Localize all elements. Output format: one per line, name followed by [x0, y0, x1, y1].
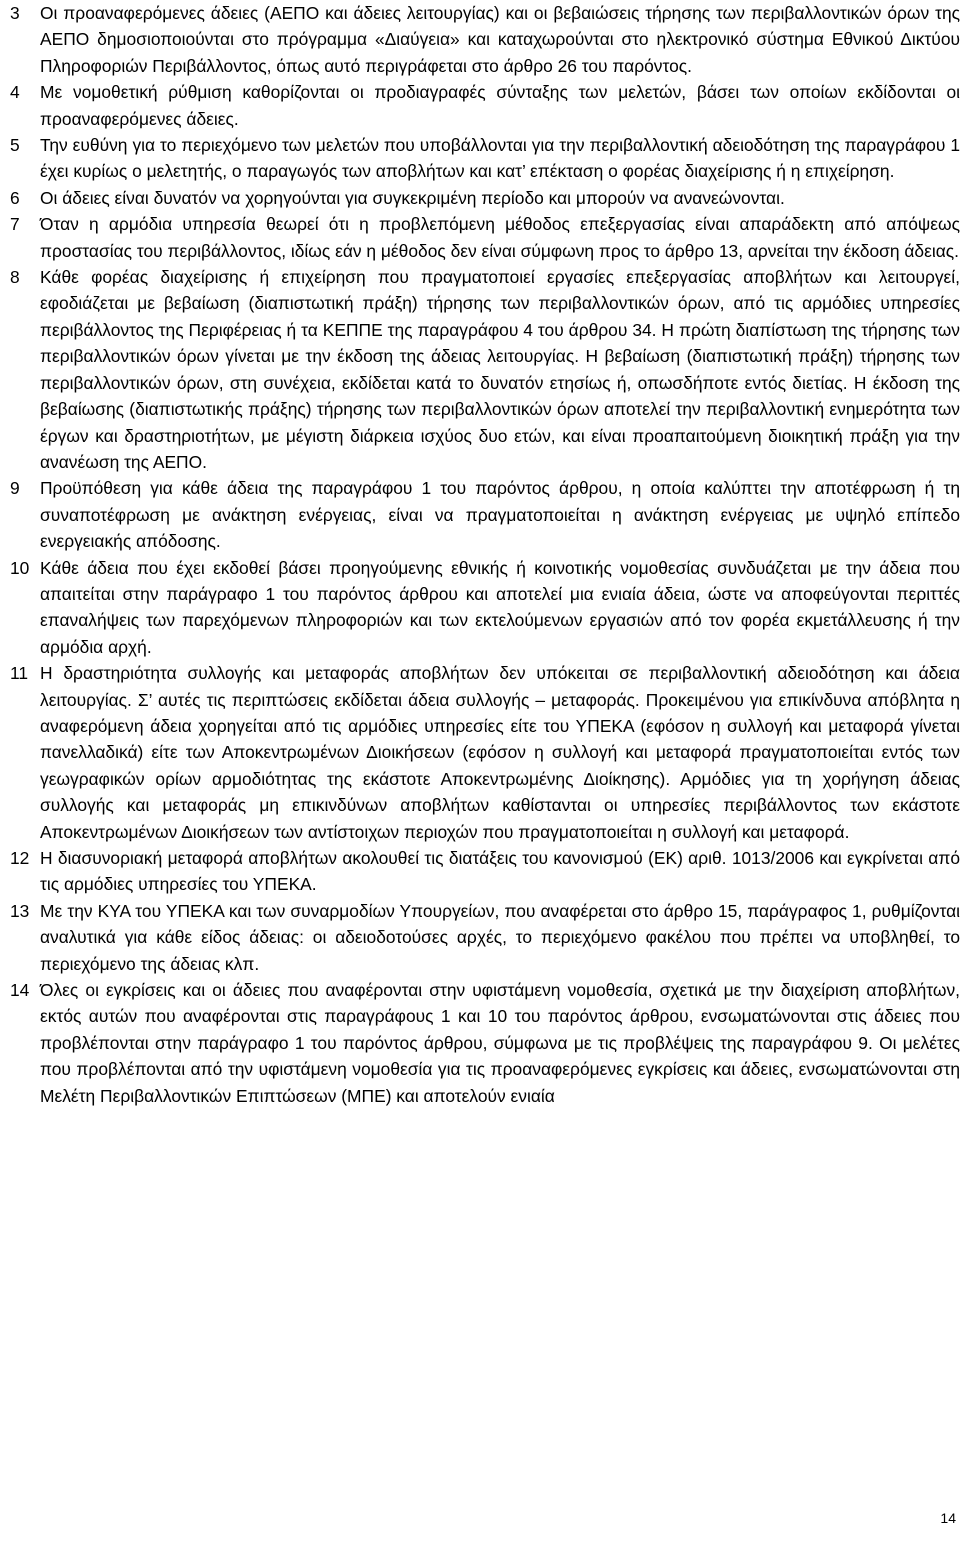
paragraph-text: Με νομοθετική ρύθμιση καθορίζονται οι προδιαγραφές σύνταξης των μελετών, βάσει των οποίων εκδίδονται οι προαναφερόμενες άδειες. — [40, 82, 960, 129]
paragraph-item — [10, 475, 960, 554]
paragraph-number: 5 — [10, 135, 20, 156]
paragraph-item — [10, 898, 960, 977]
paragraph-number: 3 — [10, 3, 20, 23]
paragraph-item — [10, 211, 960, 264]
paragraph-text: Με την ΚΥΑ του ΥΠΕΚΑ και των συναρμοδίων Υπουργείων, που αναφέρεται στο άρθρο 15, παράγραφος 1, ρυθμίζονται αναλυτικά για κάθε είδος άδειας: οι αδειοδοτούσες αρχές, το περιεχόμενο φακέλου που πρέπει να υποβληθεί, το περιεχόμενο της άδειας κλπ. — [40, 900, 960, 974]
paragraph-item — [10, 132, 960, 185]
paragraph-item — [10, 79, 960, 132]
paragraph-number: 7 — [10, 214, 20, 235]
paragraph-text: Οι άδειες είναι δυνατόν να χορηγούνται για συγκεκριμένη περίοδο και μπορούν να ανανεώνονται. — [40, 187, 785, 208]
numbered-paragraph-list — [10, 0, 960, 1109]
paragraph-text: Η δραστηριότητα συλλογής και μεταφοράς αποβλήτων δεν υπόκειται σε περιβαλλοντική αδειοδότηση και άδεια λειτουργίας. Σ’ αυτές τις περιπτώσεις εκδίδεται άδεια συλλογής – μεταφοράς. Προκειμένου για επικίνδυνα απόβλητα η αναφερόμενη άδεια χορηγείται από τις αρμόδιες υπηρεσίες είτε του ΥΠΕΚΑ (εφόσον η συλλογή και μεταφορά γίνεται πανελλαδικά) είτε των Αποκεντρωμένων Διοικήσεων (εφόσον η συλλογή και μεταφορά πραγματοποιείται εντός των γεωγραφικών ορίων αρμοδιότητας της εκάστοτε Αποκεντρωμένης Διοίκησης). Αρμόδιες για τη χορήγηση άδειας συλλογής και μεταφοράς μη επικινδύνων αποβλήτων καθίστανται οι υπηρεσίες περιβάλλοντος των εκάστοτε Αποκεντρωμένων Διοικήσεων των αντίστοιχων περιοχών που πραγματοποιείται η συλλογή και μεταφορά. — [40, 663, 960, 842]
paragraph-text: Η διασυνοριακή μεταφορά αποβλήτων ακολουθεί τις διατάξεις του κανονισμού (ΕΚ) αριθ. 1013/2006 και εγκρίνεται από τις αρμόδιες υπηρεσίες του ΥΠΕΚΑ. — [40, 848, 960, 895]
paragraph-number: 9 — [10, 478, 20, 499]
paragraph-number: 4 — [10, 82, 20, 103]
paragraph-item — [10, 0, 960, 79]
paragraph-item — [10, 185, 960, 211]
page-number: 14 — [940, 1510, 956, 1526]
paragraph-text: Την ευθύνη για το περιεχόμενο των μελετών που υποβάλλονται για την περιβαλλοντική αδειοδότηση της παραγράφου 1 έχει κυρίως ο μελετητής, ο παραγωγός των αποβλήτων και κατ’ επέκταση ο φορέας διαχείρισης ή η επιχείρηση. — [40, 135, 960, 182]
paragraph-text: Οι προαναφερόμενες άδειες (ΑΕΠΟ και άδειες λειτουργίας) και οι βεβαιώσεις τήρησης των περιβαλλοντικών όρων της ΑΕΠΟ δημοσιοποιούνται στο πρόγραμμα «Διαύγεια» και καταχωρούνται στο ηλεκτρονικό σύστημα Εθνικού Δικτύου Πληροφοριών Περιβάλλοντος, όπως αυτό περιγράφεται στο άρθρο 26 του παρόντος. — [40, 3, 960, 76]
paragraph-number: 13 — [10, 900, 30, 921]
paragraph-text: Κάθε άδεια που έχει εκδοθεί βάσει προηγούμενης εθνικής ή κοινοτικής νομοθεσίας συνδυάζεται με την άδεια που απαιτείται στην παράγραφο 1 του παρόντος άρθρου και αποτελεί μια ενιαία άδεια, ώστε να αποφεύγονται περιττές επαναλήψεις των παρεχόμενων πληροφοριών και των εκτελούμενων εργασιών από τον φορέα εκμετάλλευσης ή την αρμόδια αρχή. — [40, 557, 960, 657]
paragraph-number: 10 — [10, 557, 30, 578]
paragraph-number: 8 — [10, 267, 20, 288]
paragraph-text: Κάθε φορέας διαχείρισης ή επιχείρηση που πραγματοποιεί εργασίες επεξεργασίας αποβλήτων και λειτουργεί, εφοδιάζεται με βεβαίωση (διαπιστωτική πράξη) τήρησης των περιβαλλοντικών όρων, από τις αρμόδιες υπηρεσίες περιβάλλοντος της Περιφέρειας ή τα ΚΕΠΠΕ της παραγράφου 4 του άρθρου 34. Η πρώτη διαπίστωση της τήρησης των περιβαλλοντικών όρων γίνεται με την έκδοση της άδειας λειτουργίας. Η βεβαίωση (διαπιστωτική πράξη) τήρησης των περιβαλλοντικών όρων, στη συνέχεια, εκδίδεται κατά το δυνατόν ετησίως ή, οπωσδήποτε εντός διετίας. Η έκδοση της βεβαίωσης (διαπιστωτικής πράξης) τήρησης των περιβαλλοντικών όρων αποτελεί την περιβαλλοντική ενημερότητα των έργων και δραστηριοτήτων, με μέγιστη διάρκεια ισχύος δυο ετών, και είναι προαπαιτούμενη διοικητική πράξη για την ανανέωση της ΑΕΠΟ. — [40, 267, 960, 472]
paragraph-item — [10, 264, 960, 475]
paragraph-number: 6 — [10, 187, 20, 208]
paragraph-item — [10, 977, 960, 1109]
paragraph-item — [10, 660, 960, 845]
paragraph-item — [10, 555, 960, 661]
paragraph-item — [10, 845, 960, 898]
paragraph-text: Όταν η αρμόδια υπηρεσία θεωρεί ότι η προβλεπόμενη μέθοδος επεξεργασίας είναι απαράδεκτη από απόψεως προστασίας του περιβάλλοντος, ιδίως εάν η μέθοδος δεν είναι σύμφωνη προς το άρθρο 13, αρνείται την έκδοση άδειας. — [40, 214, 960, 261]
paragraph-number: 14 — [10, 980, 30, 1001]
paragraph-number: 12 — [10, 848, 30, 868]
paragraph-number: 11 — [10, 663, 29, 684]
paragraph-text: Προϋπόθεση για κάθε άδεια της παραγράφου 1 του παρόντος άρθρου, η οποία καλύπτει την αποτέφρωση ή τη συναποτέφρωση με ανάκτηση ενέργειας, είναι να πραγματοποιείται η ανάκτηση ενέργειας με υψηλό επίπεδο ενεργειακής απόδοσης. — [40, 478, 960, 552]
paragraph-text: Όλες οι εγκρίσεις και οι άδειες που αναφέρονται στην υφιστάμενη νομοθεσία, σχετικά με την διαχείριση αποβλήτων, εκτός αυτών που αναφέρονται στις παραγράφους 1 και 10 του παρόντος άρθρου, ενσωματώνονται στις άδειες που προβλέπονται στην παράγραφο 1 του παρόντος άρθρου, σύμφωνα με τις προβλέψεις της παραγράφου 9. Οι μελέτες που προβλέπονται από την υφιστάμενη νομοθεσία για τις προαναφερόμενες εγκρίσεις και άδειες, ενσωματώνονται στη Μελέτη Περιβαλλοντικών Επιπτώσεων (ΜΠΕ) και αποτελούν ενιαία — [40, 980, 960, 1106]
